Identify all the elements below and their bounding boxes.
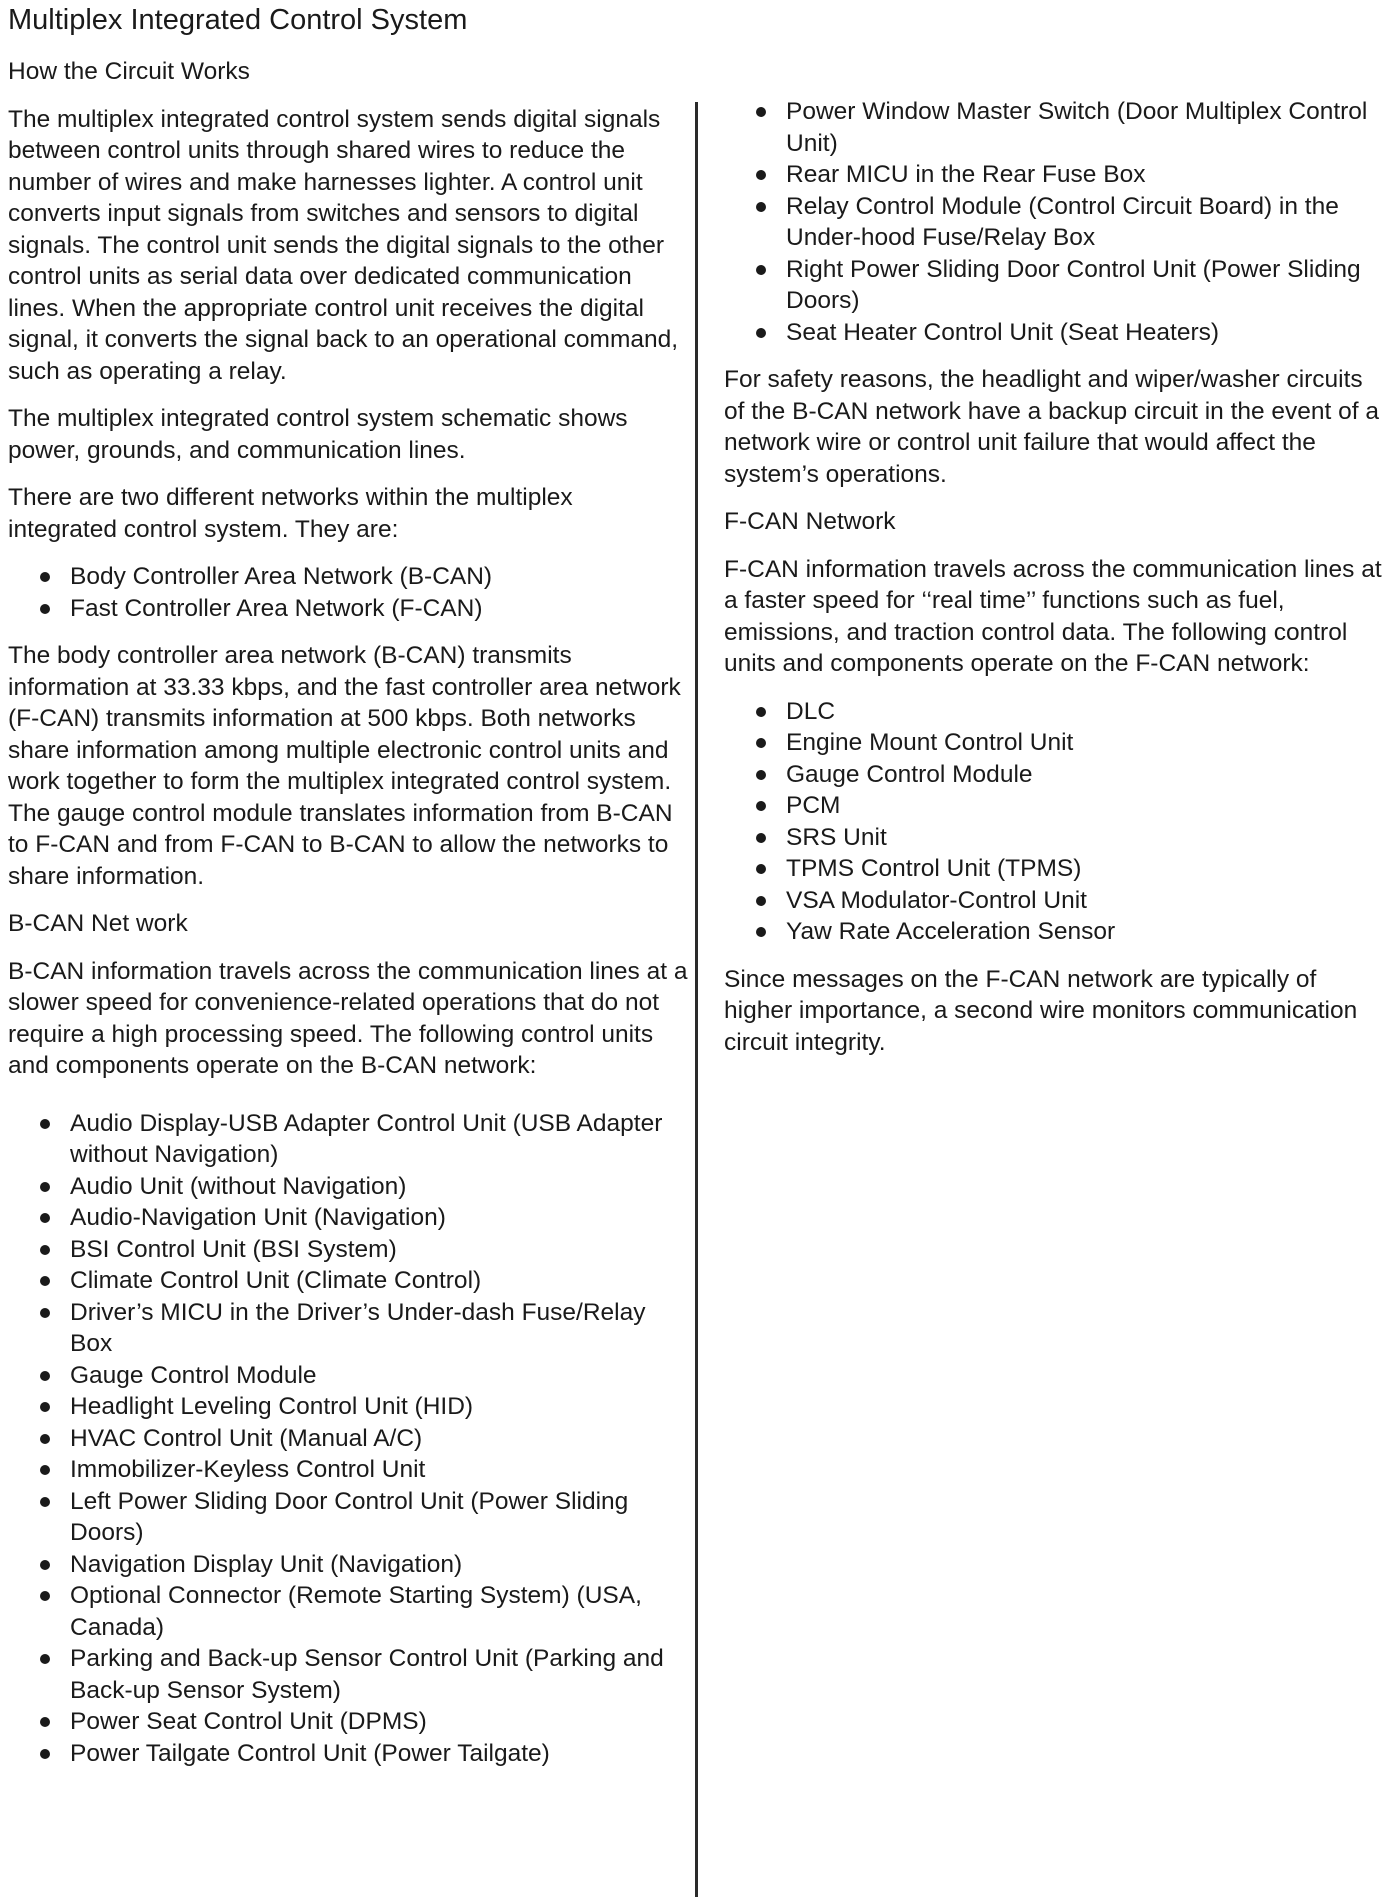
list-item: Audio Display-USB Adapter Control Unit (USB Adapter without Navigation) — [8, 1108, 688, 1171]
list-item: Gauge Control Module — [8, 1360, 688, 1392]
list-item: Power Window Master Switch (Door Multiplex Control Unit) — [724, 96, 1382, 159]
list-item: Rear MICU in the Rear Fuse Box — [724, 159, 1382, 191]
column-divider — [695, 102, 698, 1897]
heading-how-circuit-works: How the Circuit Works — [8, 58, 250, 85]
bcan-unit-list — [8, 1108, 688, 1770]
bcan-unit-list-continued — [724, 96, 1382, 348]
right-column — [724, 96, 1382, 1074]
paragraph-schematic: The multiplex integrated control system schematic shows power, grounds, and communication lines. — [8, 405, 628, 464]
list-item: Headlight Leveling Control Unit (HID) — [8, 1391, 688, 1423]
list-item: Optional Connector (Remote Starting System) (USA, Canada) — [8, 1580, 688, 1643]
paragraph-networks-intro: There are two different networks within the multiplex integrated control system. They are: — [8, 484, 573, 543]
list-item: Driver’s MICU in the Driver’s Under-dash Fuse/Relay Box — [8, 1297, 688, 1360]
list-item: Climate Control Unit (Climate Control) — [8, 1265, 688, 1297]
list-item: Seat Heater Control Unit (Seat Heaters) — [724, 317, 1382, 349]
list-item: Left Power Sliding Door Control Unit (Power Sliding Doors) — [8, 1486, 688, 1549]
paragraph-network-speeds: The body controller area network (B-CAN) transmits information at 33.33 kbps, and the fast controller area network (F-CAN) transmits information at 500 kbps. Both networks share information among multiple electronic control units and work together to form the multiplex integrated control system. The gauge control module translates information from B-CAN to F-CAN and from F-CAN to B-CAN to allow the networks to share information. — [8, 642, 681, 890]
list-item: DLC — [724, 696, 1382, 728]
list-item: Fast Controller Area Network (F-CAN) — [8, 593, 688, 625]
list-item: Power Tailgate Control Unit (Power Tailgate) — [8, 1738, 688, 1770]
left-column — [8, 56, 688, 1785]
list-item: Navigation Display Unit (Navigation) — [8, 1549, 688, 1581]
list-item: HVAC Control Unit (Manual A/C) — [8, 1423, 688, 1455]
list-item: Body Controller Area Network (B-CAN) — [8, 561, 688, 593]
list-item: VSA Modulator-Control Unit — [724, 885, 1382, 917]
list-item: Parking and Back-up Sensor Control Unit (Parking and Back-up Sensor System) — [8, 1643, 688, 1706]
network-list — [8, 561, 688, 624]
list-item: Right Power Sliding Door Control Unit (Power Sliding Doors) — [724, 254, 1382, 317]
list-item: PCM — [724, 790, 1382, 822]
list-item: BSI Control Unit (BSI System) — [8, 1234, 688, 1266]
list-item: SRS Unit — [724, 822, 1382, 854]
paragraph-safety-backup: For safety reasons, the headlight and wiper/washer circuits of the B-CAN network have a backup circuit in the event of a network wire or control unit failure that would affect the system’s operations. — [724, 366, 1380, 488]
list-item: Immobilizer-Keyless Control Unit — [8, 1454, 688, 1486]
list-item: Power Seat Control Unit (DPMS) — [8, 1706, 688, 1738]
list-item: Audio-Navigation Unit (Navigation) — [8, 1202, 688, 1234]
list-item: TPMS Control Unit (TPMS) — [724, 853, 1382, 885]
paragraph-fcan-intro: F-CAN information travels across the communication lines at a faster speed for ‘‘real time’’ functions such as fuel, emissions, and traction control data. The following control units and components operate on the F-CAN network: — [724, 555, 1382, 677]
paragraph-fcan-integrity: Since messages on the F-CAN network are typically of higher importance, a second wire monitors communication circuit integrity. — [724, 965, 1358, 1056]
fcan-unit-list — [724, 696, 1382, 948]
list-item: Relay Control Module (Control Circuit Board) in the Under-hood Fuse/Relay Box — [724, 191, 1382, 254]
heading-fcan-network: F-CAN Network — [724, 508, 896, 535]
list-item: Engine Mount Control Unit — [724, 727, 1382, 759]
list-item: Audio Unit (without Navigation) — [8, 1171, 688, 1203]
list-item: Gauge Control Module — [724, 759, 1382, 791]
paragraph-intro: The multiplex integrated control system sends digital signals between control units through shared wires to reduce the number of wires and make harnesses lighter. A control unit converts input signals from switches and sensors to digital signals. The control unit sends the digital signals to the other control units as serial data over dedicated communication lines. When the appropriate control unit receives the digital signal, it converts the signal back to an operational command, such as operating a relay. — [8, 105, 679, 385]
heading-bcan-network: B-CAN Net work — [8, 910, 188, 937]
page-title: Multiplex Integrated Control System — [8, 4, 468, 36]
list-item: Yaw Rate Acceleration Sensor — [724, 916, 1382, 948]
paragraph-bcan-intro: B-CAN information travels across the communication lines at a slower speed for convenience-related operations that do not require a high processing speed. The following control units and components operate on the B-CAN network: — [8, 957, 688, 1079]
